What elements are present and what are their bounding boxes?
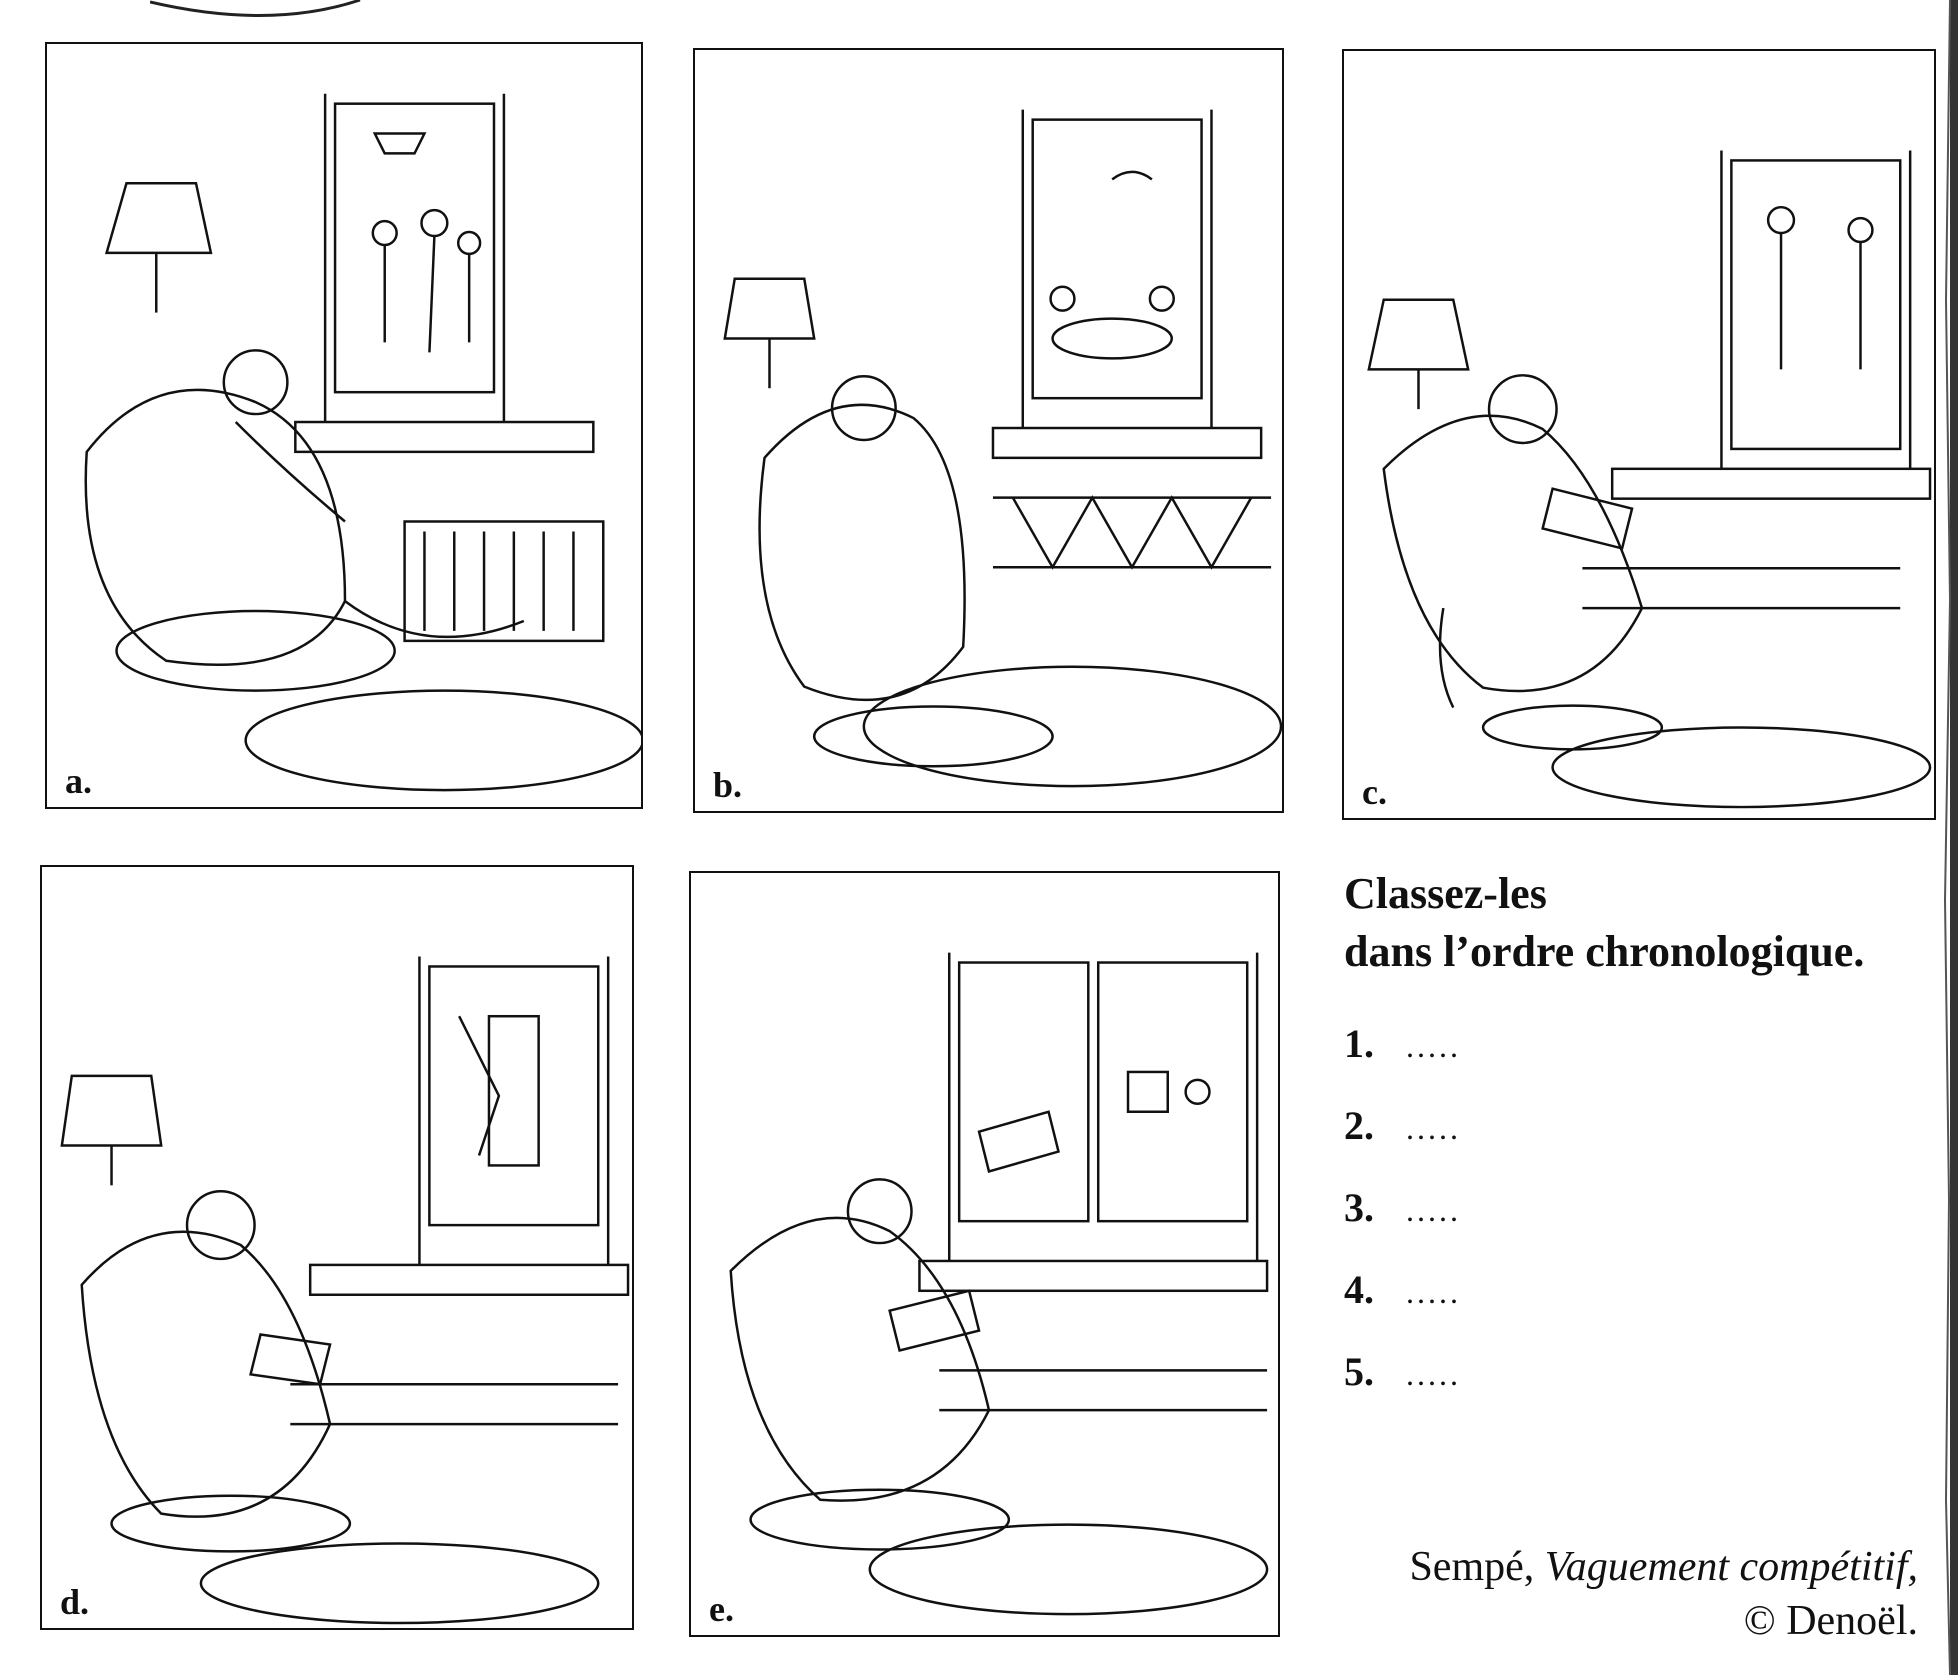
- cartoon-illustration-b: [695, 50, 1282, 811]
- answer-row: [1344, 1102, 1461, 1184]
- credit-publisher: © Denoël.: [1743, 1598, 1918, 1644]
- source-credit: [1409, 1540, 1918, 1648]
- cartoon-illustration-c: [1344, 51, 1934, 818]
- answer-blank[interactable]: .....: [1406, 1356, 1461, 1392]
- answer-blank[interactable]: .....: [1406, 1192, 1461, 1228]
- exercise-instruction: [1344, 865, 1864, 981]
- cartoon-panel-e: [689, 871, 1280, 1637]
- answer-row: [1344, 1020, 1461, 1102]
- answer-number: 1.: [1344, 1021, 1374, 1066]
- panel-label: c.: [1358, 774, 1391, 810]
- panel-label: a.: [61, 763, 96, 799]
- answer-number: 2.: [1344, 1103, 1374, 1148]
- instruction-line-2: dans l’ordre chronologique.: [1344, 927, 1865, 976]
- cartoon-panel-a: [45, 42, 643, 809]
- answer-row: [1344, 1348, 1461, 1430]
- cartoon-panel-c: [1342, 49, 1936, 820]
- page-edge-curve: [150, 0, 370, 30]
- credit-author: Sempé,: [1409, 1544, 1535, 1590]
- cartoon-illustration-d: [42, 867, 632, 1628]
- answer-number: 5.: [1344, 1349, 1374, 1394]
- cartoon-illustration-e: [691, 873, 1278, 1635]
- cartoon-illustration-a: [47, 44, 641, 807]
- instruction-line-1: Classez-les: [1344, 869, 1547, 918]
- answer-blank[interactable]: .....: [1406, 1274, 1461, 1310]
- panel-label: d.: [56, 1584, 93, 1620]
- answer-row: [1344, 1266, 1461, 1348]
- credit-line-1: [1409, 1540, 1918, 1594]
- answer-list: [1344, 1020, 1461, 1430]
- answer-number: 4.: [1344, 1267, 1374, 1312]
- panel-label: b.: [709, 767, 746, 803]
- cartoon-panel-d: [40, 865, 634, 1630]
- credit-work-title: Vaguement compétitif,: [1544, 1544, 1918, 1590]
- cartoon-panel-b: [693, 48, 1284, 813]
- scan-edge-shadow: [1944, 0, 1958, 1675]
- answer-number: 3.: [1344, 1185, 1374, 1230]
- answer-blank[interactable]: .....: [1406, 1028, 1461, 1064]
- panel-label: e.: [705, 1591, 738, 1627]
- answer-blank[interactable]: .....: [1406, 1110, 1461, 1146]
- answer-row: [1344, 1184, 1461, 1266]
